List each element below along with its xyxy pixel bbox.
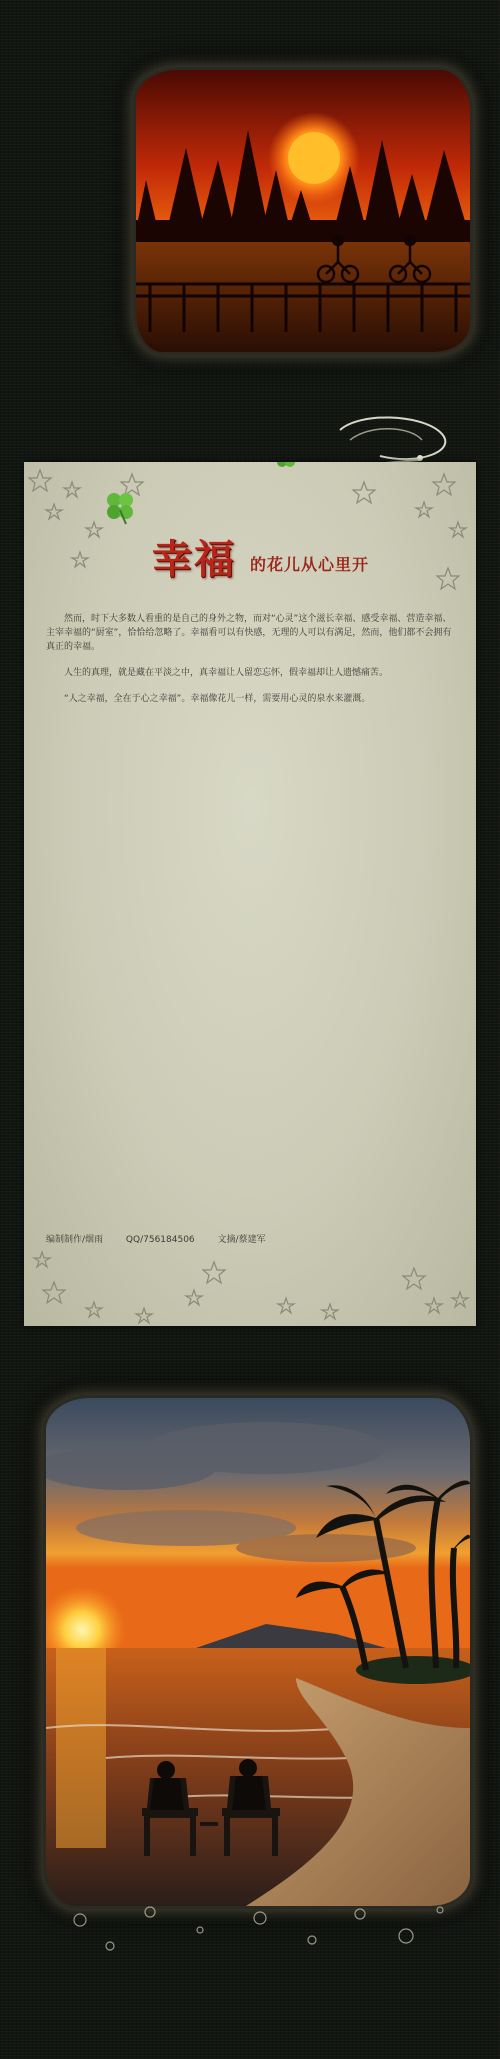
four-leaf-clover-icon — [277, 462, 295, 467]
article-title — [152, 528, 452, 588]
star-outline-icon — [403, 1268, 425, 1289]
article-panel — [24, 462, 476, 1326]
star-outline-icon — [353, 482, 375, 503]
star-outline-icon — [64, 482, 80, 497]
article-paragraph: 人生的真理，就是藏在平淡之中，真幸福让人留恋忘怀，假幸福却让人遗憾痛苦。 — [64, 668, 389, 678]
star-outline-icon — [186, 1290, 202, 1305]
sun-disc — [288, 132, 340, 184]
star-outline-icon — [426, 1298, 442, 1313]
four-leaf-clover-icon — [107, 493, 133, 524]
star-outline-icon — [203, 1262, 225, 1283]
star-outline-icon — [29, 470, 51, 491]
star-outline-icon — [136, 1308, 152, 1323]
star-outline-icon — [43, 1282, 65, 1303]
star-outline-icon — [34, 1252, 50, 1267]
star-outline-icon — [46, 504, 62, 519]
star-outline-icon — [86, 522, 102, 537]
star-decorations — [24, 462, 476, 1326]
article-paragraph: 然而，时下大多数人看重的是自己的身外之物，而对“心灵”这个滋长幸福、感受幸福、营造幸福、主宰幸福的“厨室”，恰恰给忽略了。幸福看可以有快感，无理的人可以有满足，然而，他们都不会拥有真正的幸福。 — [46, 614, 452, 652]
star-outline-icon — [121, 474, 143, 495]
beach-sunset-image — [46, 1398, 470, 1906]
title-subtitle: 的花儿从心里开 — [250, 555, 370, 574]
star-outline-icon — [278, 1298, 294, 1313]
article-paragraph: “人之幸福，全在于心之幸福”。幸福像花儿一样，需要用心灵的泉水来灌溉。 — [64, 694, 371, 704]
star-outline-icon — [450, 522, 466, 537]
article-body — [46, 600, 456, 718]
sun-reflection — [56, 1648, 106, 1848]
star-outline-icon — [416, 502, 432, 517]
bubble-decorations — [60, 1900, 460, 2000]
star-outline-icon — [72, 552, 88, 567]
star-outline-icon — [433, 474, 455, 495]
sunset-cyclists-image — [136, 70, 470, 352]
star-outline-icon — [86, 1302, 102, 1317]
star-outline-icon — [452, 1292, 468, 1307]
title-main: 幸福 — [152, 536, 236, 583]
article-signature: 编制制作/烟雨 QQ/756184506 文摘/蔡建军 — [46, 1235, 266, 1245]
beach-scene — [46, 1398, 470, 1906]
star-outline-icon — [322, 1304, 338, 1319]
sunset-scene — [136, 70, 470, 352]
